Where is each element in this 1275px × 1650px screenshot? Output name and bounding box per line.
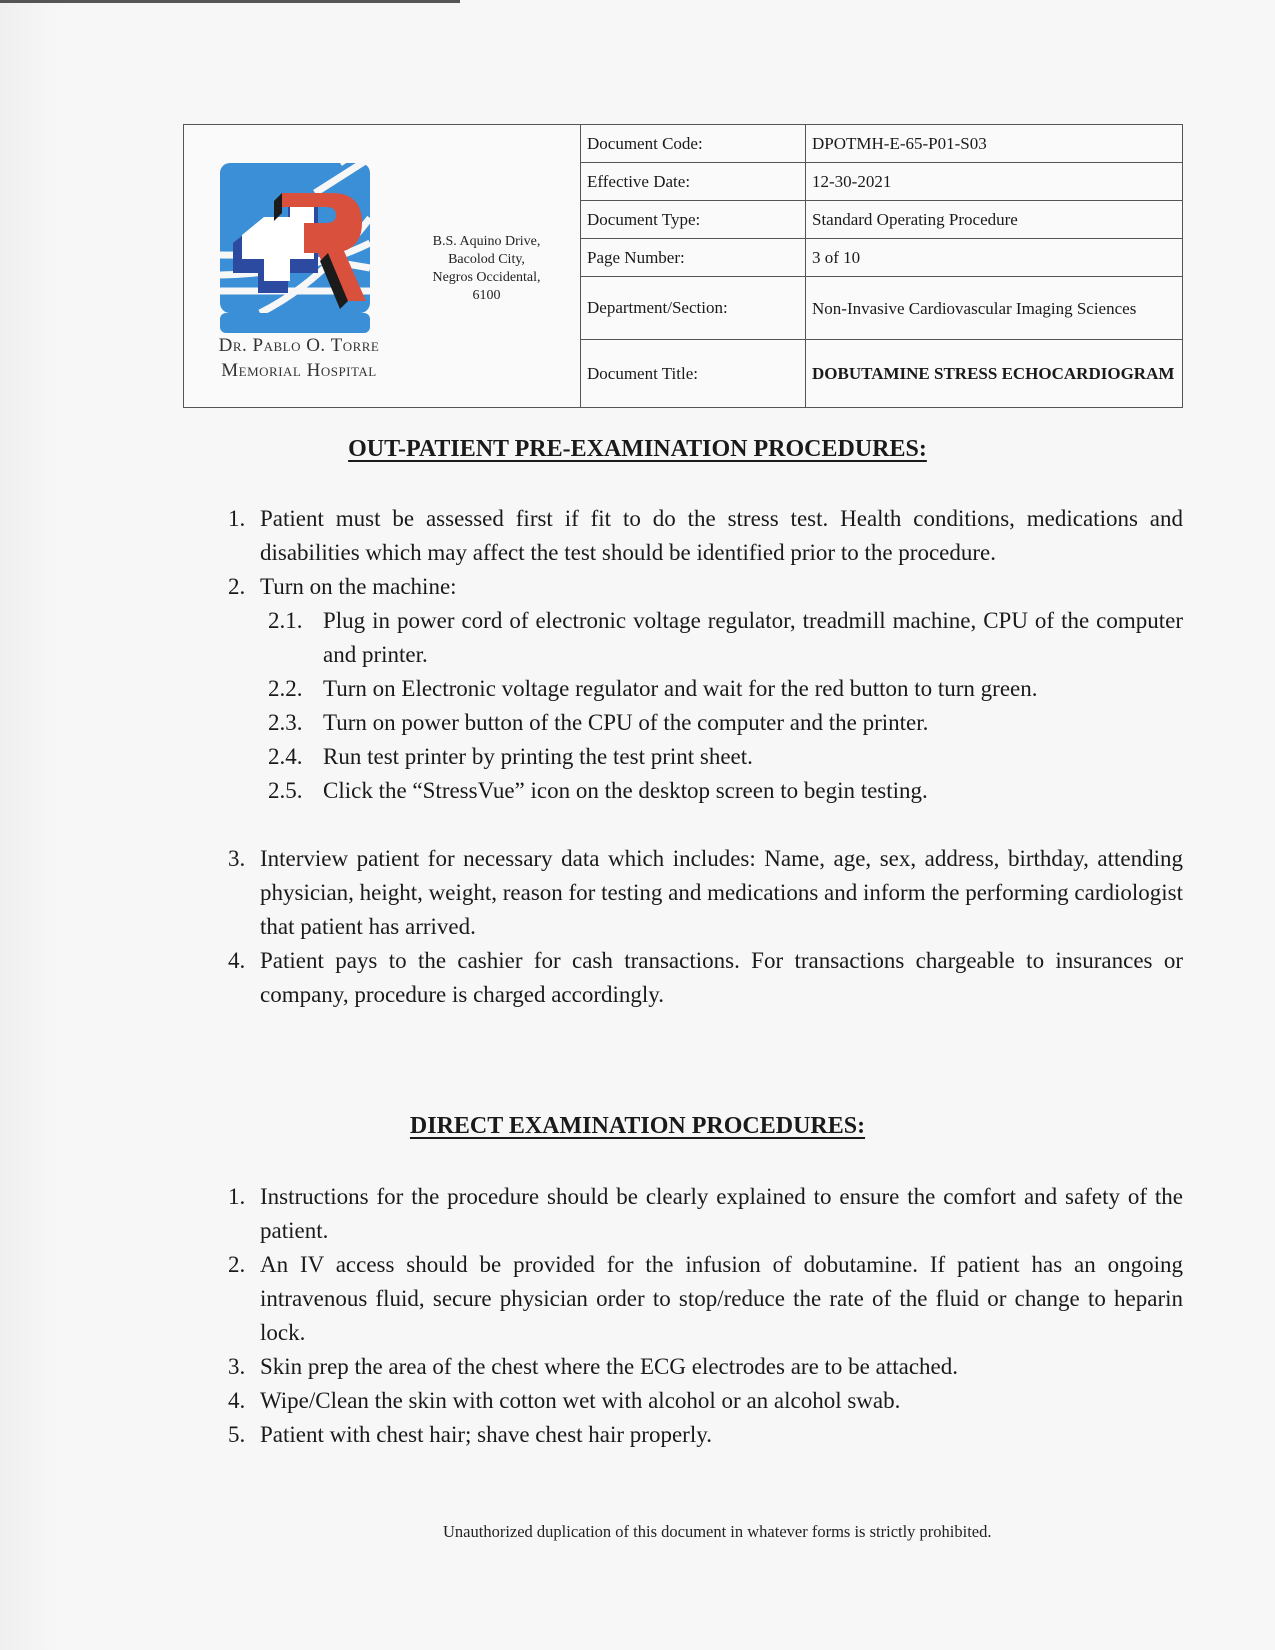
footer-notice: Unauthorized duplication of this document in whatever forms is strictly prohibited. bbox=[443, 1522, 992, 1541]
item-number: 2.3. bbox=[268, 710, 303, 735]
meta-value: Non-Invasive Cardiovascular Imaging Sciences bbox=[812, 298, 1137, 318]
item-number: 1. bbox=[228, 506, 246, 531]
item-number: 4. bbox=[228, 1388, 246, 1413]
item-text: Plug in power cord of electronic voltage regulator, treadmill machine, CPU of the computer and printer. bbox=[323, 608, 1183, 667]
item-number: 2. bbox=[228, 1252, 246, 1277]
list-subitem bbox=[268, 740, 1183, 774]
meta-row-date bbox=[581, 163, 1182, 201]
address-line: Negros Occidental, bbox=[432, 270, 541, 285]
list-item bbox=[228, 1384, 1183, 1418]
hospital-name bbox=[194, 333, 404, 383]
meta-value: 12-30-2021 bbox=[812, 172, 892, 191]
list-subitem bbox=[268, 672, 1183, 706]
list-subitem bbox=[268, 604, 1183, 672]
meta-value: Standard Operating Procedure bbox=[812, 210, 1018, 229]
meta-row-title bbox=[581, 340, 1182, 407]
meta-label: Department/Section: bbox=[581, 277, 806, 339]
address-line: Bacolod City, bbox=[448, 252, 525, 267]
item-number: 2.1. bbox=[268, 608, 303, 633]
pre-examination-list bbox=[228, 502, 1183, 1012]
meta-label: Document Code: bbox=[581, 125, 806, 162]
document-title: DOBUTAMINE STRESS ECHOCARDIOGRAM bbox=[812, 364, 1175, 383]
list-item bbox=[228, 944, 1183, 1012]
list-item bbox=[228, 1418, 1183, 1452]
document-header bbox=[183, 124, 1183, 408]
list-item bbox=[228, 1350, 1183, 1384]
item-text: An IV access should be provided for the infusion of dobutamine. If patient has an ongoing intravenous fluid, secure physician order to stop/reduce the rate of the fluid or change to heparin lock. bbox=[260, 1252, 1183, 1345]
item-text: Skin prep the area of the chest where the ECG electrodes are to be attached. bbox=[260, 1354, 958, 1379]
item-text: Turn on Electronic voltage regulator and wait for the red button to turn green. bbox=[323, 676, 1038, 701]
meta-label: Page Number: bbox=[581, 239, 806, 276]
section-title-direct-examination: DIRECT EXAMINATION PROCEDURES: bbox=[409, 1113, 866, 1139]
item-number: 2.5. bbox=[268, 778, 303, 803]
item-number: 2. bbox=[228, 574, 246, 599]
list-subitem bbox=[268, 774, 1183, 808]
hospital-name-line2: Memorial Hospital bbox=[221, 360, 377, 381]
item-number: 2.2. bbox=[268, 676, 303, 701]
meta-value: 3 of 10 bbox=[812, 248, 861, 267]
item-number: 3. bbox=[228, 1354, 246, 1379]
list-item bbox=[228, 502, 1183, 570]
address-line: B.S. Aquino Drive, bbox=[432, 234, 541, 249]
hospital-name-line1: Dr. Pablo O. Torre bbox=[218, 335, 380, 356]
list-subitem bbox=[268, 706, 1183, 740]
meta-row-code bbox=[581, 125, 1182, 163]
item-text: Run test printer by printing the test print sheet. bbox=[323, 744, 753, 769]
item-text: Click the “StressVue” icon on the desktop screen to begin testing. bbox=[323, 778, 928, 803]
meta-row-department bbox=[581, 277, 1182, 340]
item-number: 3. bbox=[228, 846, 246, 871]
meta-row-page bbox=[581, 239, 1182, 277]
item-text: Turn on power button of the CPU of the computer and the printer. bbox=[323, 710, 929, 735]
item-text: Patient with chest hair; shave chest hair properly. bbox=[260, 1422, 712, 1447]
list-item bbox=[228, 570, 1183, 604]
item-text: Instructions for the procedure should be clearly explained to ensure the comfort and safety of the patient. bbox=[260, 1184, 1183, 1243]
scan-edge bbox=[0, 0, 460, 3]
section-title-pre-examination: OUT-PATIENT PRE-EXAMINATION PROCEDURES: bbox=[348, 436, 927, 462]
item-text: Patient pays to the cashier for cash transactions. For transactions chargeable to insurances or company, procedure is charged accordingly. bbox=[260, 948, 1183, 1007]
item-text: Wipe/Clean the skin with cotton wet with alcohol or an alcohol swab. bbox=[260, 1388, 901, 1413]
meta-row-type bbox=[581, 201, 1182, 239]
direct-examination-list bbox=[228, 1180, 1183, 1452]
meta-value: DPOTMH-E-65-P01-S03 bbox=[812, 134, 987, 153]
item-number: 1. bbox=[228, 1184, 246, 1209]
meta-label: Effective Date: bbox=[581, 163, 806, 200]
hospital-brand bbox=[184, 125, 581, 407]
list-item bbox=[228, 1248, 1183, 1350]
scan-shading bbox=[0, 0, 60, 1650]
meta-label: Document Type: bbox=[581, 201, 806, 238]
hospital-logo-icon bbox=[220, 163, 380, 333]
meta-label: Document Title: bbox=[581, 340, 806, 407]
item-text: Turn on the machine: bbox=[260, 574, 457, 599]
list-item bbox=[228, 1180, 1183, 1248]
hospital-address bbox=[404, 233, 569, 299]
document-meta-table bbox=[581, 125, 1182, 407]
item-number: 2.4. bbox=[268, 744, 303, 769]
item-number: 4. bbox=[228, 948, 246, 973]
item-number: 5. bbox=[228, 1422, 246, 1447]
item-text: Patient must be assessed first if fit to do the stress test. Health conditions, medications and disabilities which may affect the test should be identified prior to the procedure. bbox=[260, 506, 1183, 565]
address-postal-code: 6100 bbox=[472, 288, 501, 299]
item-text: Interview patient for necessary data which includes: Name, age, sex, address, birthday, attending physician, height, weight, reason for testing and medications and inform the performing cardiologist that patient has arrived. bbox=[260, 846, 1183, 939]
list-item bbox=[228, 842, 1183, 944]
